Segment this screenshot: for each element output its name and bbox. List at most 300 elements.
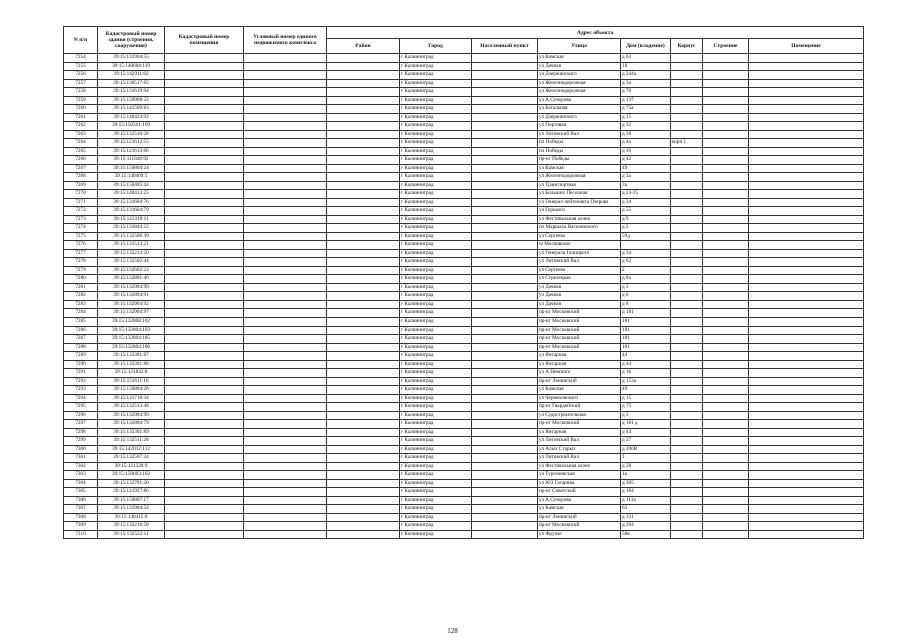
cell-korpus bbox=[671, 471, 703, 480]
cell-korpus bbox=[671, 300, 703, 309]
cell-house: 1 bbox=[621, 454, 671, 463]
cell-street: ул Литовский Вал bbox=[538, 130, 621, 139]
table-row bbox=[64, 207, 864, 216]
cell-num: 7260 bbox=[64, 105, 98, 114]
cell-stroenie bbox=[703, 62, 749, 71]
cell-cond-num bbox=[244, 300, 327, 309]
cell-kad-building: 39:15:132804:106 bbox=[98, 343, 165, 352]
cell-pomeshenie bbox=[749, 139, 864, 148]
cell-locality bbox=[472, 249, 538, 258]
cell-pomeshenie bbox=[749, 164, 864, 173]
cell-stroenie bbox=[703, 105, 749, 114]
cell-pomeshenie bbox=[749, 522, 864, 531]
table-row bbox=[64, 292, 864, 301]
cell-kad-room bbox=[165, 224, 244, 233]
cell-kad-room bbox=[165, 522, 244, 531]
cell-stroenie bbox=[703, 377, 749, 386]
table-row bbox=[64, 326, 864, 335]
cell-house: 1а bbox=[621, 471, 671, 480]
header-district: Район bbox=[327, 39, 400, 54]
cell-stroenie bbox=[703, 147, 749, 156]
cell-kad-room bbox=[165, 300, 244, 309]
cell-street: ул Сергеева bbox=[538, 266, 621, 275]
cell-kad-room bbox=[165, 530, 244, 539]
cell-house: д 181 bbox=[621, 309, 671, 318]
cell-district bbox=[327, 454, 400, 463]
cell-korpus bbox=[671, 403, 703, 412]
table-row bbox=[64, 139, 864, 148]
cell-korpus bbox=[671, 164, 703, 173]
cell-cond-num bbox=[244, 343, 327, 352]
cell-stroenie bbox=[703, 513, 749, 522]
cell-locality bbox=[472, 411, 538, 420]
cell-num: 7262 bbox=[64, 122, 98, 131]
cell-korpus bbox=[671, 54, 703, 63]
cell-pomeshenie bbox=[749, 113, 864, 122]
cell-city: г Калининград bbox=[400, 275, 472, 284]
cell-pomeshenie bbox=[749, 300, 864, 309]
cell-street: ул Янтарная bbox=[538, 360, 621, 369]
cell-district bbox=[327, 403, 400, 412]
cell-locality bbox=[472, 471, 538, 480]
cell-pomeshenie bbox=[749, 343, 864, 352]
cell-cond-num bbox=[244, 113, 327, 122]
cell-locality bbox=[472, 71, 538, 80]
page-number: 128 bbox=[447, 627, 458, 635]
cell-city: г Калининград bbox=[400, 317, 472, 326]
header-num: N п/п bbox=[64, 27, 98, 54]
cell-cond-num bbox=[244, 198, 327, 207]
cell-num: 7271 bbox=[64, 198, 98, 207]
table-row bbox=[64, 283, 864, 292]
cell-stroenie bbox=[703, 139, 749, 148]
cell-kad-building: 39:15:132804:103 bbox=[98, 326, 165, 335]
cell-korpus bbox=[671, 190, 703, 199]
cell-pomeshenie bbox=[749, 258, 864, 267]
cell-kad-building: 39:15:140413:25 bbox=[98, 190, 165, 199]
cell-kad-room bbox=[165, 79, 244, 88]
cell-stroenie bbox=[703, 181, 749, 190]
cell-street: ул Камская bbox=[538, 505, 621, 514]
cell-district bbox=[327, 181, 400, 190]
cell-pomeshenie bbox=[749, 181, 864, 190]
cell-cond-num bbox=[244, 394, 327, 403]
cell-stroenie bbox=[703, 479, 749, 488]
cell-house: д 5 bbox=[621, 283, 671, 292]
cell-house: 63 bbox=[621, 505, 671, 514]
cell-pomeshenie bbox=[749, 283, 864, 292]
cell-kad-room bbox=[165, 190, 244, 199]
table-row bbox=[64, 454, 864, 463]
cell-pomeshenie bbox=[749, 471, 864, 480]
cell-street: ул Литовский Вал bbox=[538, 454, 621, 463]
table-row bbox=[64, 113, 864, 122]
table-row bbox=[64, 224, 864, 233]
cell-street: пр-кт Московский bbox=[538, 420, 621, 429]
cell-korpus bbox=[671, 309, 703, 318]
cell-kad-room bbox=[165, 54, 244, 63]
cell-korpus bbox=[671, 122, 703, 131]
cell-pomeshenie bbox=[749, 445, 864, 454]
cell-locality bbox=[472, 300, 538, 309]
cell-house: д 181 д bbox=[621, 420, 671, 429]
cell-street: ул Батальная bbox=[538, 105, 621, 114]
cell-stroenie bbox=[703, 215, 749, 224]
cell-city: г Калининград bbox=[400, 488, 472, 497]
cell-locality bbox=[472, 156, 538, 165]
cell-street: ул А.Невского bbox=[538, 369, 621, 378]
cell-kad-building: 39:15:132904:97 bbox=[98, 309, 165, 318]
cell-city: г Калининград bbox=[400, 360, 472, 369]
cell-cond-num bbox=[244, 215, 327, 224]
cell-kad-room bbox=[165, 394, 244, 403]
cell-kad-building: 39:15:142012:112 bbox=[98, 445, 165, 454]
cell-num: 7301 bbox=[64, 454, 98, 463]
cell-street: пр-кт Ленинский bbox=[538, 377, 621, 386]
cell-house: д 5 bbox=[621, 411, 671, 420]
cell-kad-building: 39:15:132804:105 bbox=[98, 335, 165, 344]
cell-house: д 184 bbox=[621, 488, 671, 497]
cell-locality bbox=[472, 352, 538, 361]
cell-kad-room bbox=[165, 122, 244, 131]
cell-locality bbox=[472, 79, 538, 88]
cell-house: д 70 bbox=[621, 88, 671, 97]
cell-stroenie bbox=[703, 335, 749, 344]
cell-locality bbox=[472, 386, 538, 395]
cell-stroenie bbox=[703, 317, 749, 326]
cell-locality bbox=[472, 232, 538, 241]
cell-kad-room bbox=[165, 164, 244, 173]
table-row bbox=[64, 420, 864, 429]
cell-korpus bbox=[671, 105, 703, 114]
table-row bbox=[64, 496, 864, 505]
cell-house: д 38 bbox=[621, 130, 671, 139]
cell-city: г Калининград bbox=[400, 198, 472, 207]
cell-korpus bbox=[671, 445, 703, 454]
table-row bbox=[64, 462, 864, 471]
cell-korpus bbox=[671, 437, 703, 446]
cell-street: ул Дзержинского bbox=[538, 71, 621, 80]
cell-house: д 3а bbox=[621, 79, 671, 88]
cell-locality bbox=[472, 530, 538, 539]
cell-stroenie bbox=[703, 496, 749, 505]
cell-cond-num bbox=[244, 266, 327, 275]
cell-district bbox=[327, 139, 400, 148]
cell-stroenie bbox=[703, 300, 749, 309]
cell-district bbox=[327, 309, 400, 318]
cell-street: ул Горького bbox=[538, 207, 621, 216]
cell-pomeshenie bbox=[749, 326, 864, 335]
cell-locality bbox=[472, 258, 538, 267]
cell-korpus bbox=[671, 258, 703, 267]
header-cond-num: Условный номер единого недвижимого комплекса bbox=[244, 27, 327, 54]
cell-street: ул А.Суворова bbox=[538, 96, 621, 105]
cell-district bbox=[327, 292, 400, 301]
cell-kad-building: 39:15:121613:66 bbox=[98, 147, 165, 156]
cell-pomeshenie bbox=[749, 403, 864, 412]
cell-korpus: корп 1 bbox=[671, 139, 703, 148]
cell-korpus bbox=[671, 343, 703, 352]
cell-locality bbox=[472, 369, 538, 378]
table-row bbox=[64, 513, 864, 522]
cell-stroenie bbox=[703, 343, 749, 352]
cell-district bbox=[327, 147, 400, 156]
cell-pomeshenie bbox=[749, 62, 864, 71]
cell-street: ул Больших Песочная bbox=[538, 190, 621, 199]
cell-kad-building: 39:15:132213:50 bbox=[98, 249, 165, 258]
cell-house: д 44 bbox=[621, 428, 671, 437]
cell-stroenie bbox=[703, 309, 749, 318]
cell-pomeshenie bbox=[749, 530, 864, 539]
cell-city: г Калининград bbox=[400, 445, 472, 454]
cell-locality bbox=[472, 147, 538, 156]
cell-district bbox=[327, 377, 400, 386]
cell-kad-building: 39:15:132513:48 bbox=[98, 403, 165, 412]
cell-locality bbox=[472, 283, 538, 292]
cell-cond-num bbox=[244, 249, 327, 258]
cell-locality bbox=[472, 88, 538, 97]
cell-kad-building: 39:15:131844:22 bbox=[98, 224, 165, 233]
cell-stroenie bbox=[703, 207, 749, 216]
cell-street: ул Судостроительная bbox=[538, 411, 621, 420]
cell-kad-room bbox=[165, 139, 244, 148]
cell-street: пр-кт Московский bbox=[538, 309, 621, 318]
cell-num: 7265 bbox=[64, 147, 98, 156]
cell-num: 7272 bbox=[64, 207, 98, 216]
cell-korpus bbox=[671, 479, 703, 488]
cell-num: 7310 bbox=[64, 530, 98, 539]
cell-city: г Калининград bbox=[400, 411, 472, 420]
cell-kad-building: 39:15:132506:39 bbox=[98, 232, 165, 241]
cell-stroenie bbox=[703, 292, 749, 301]
cell-kad-room bbox=[165, 147, 244, 156]
cell-stroenie bbox=[703, 156, 749, 165]
cell-pomeshenie bbox=[749, 369, 864, 378]
cell-kad-building: 39:15:131842:8 bbox=[98, 369, 165, 378]
cell-pomeshenie bbox=[749, 377, 864, 386]
cell-pomeshenie bbox=[749, 241, 864, 250]
cell-korpus bbox=[671, 207, 703, 216]
cell-cond-num bbox=[244, 88, 327, 97]
table-row bbox=[64, 428, 864, 437]
cell-kad-building: 39:15:140424:92 bbox=[98, 113, 165, 122]
cell-house: д 4а bbox=[621, 139, 671, 148]
table-row bbox=[64, 241, 864, 250]
cell-kad-building: 39:15:150908:22 bbox=[98, 96, 165, 105]
cell-street: ул Стрелецкая bbox=[538, 275, 621, 284]
cell-kad-building: 39:15:132801:40 bbox=[98, 275, 165, 284]
cell-house: д 75а bbox=[621, 105, 671, 114]
cell-city: г Калининград bbox=[400, 462, 472, 471]
cell-pomeshenie bbox=[749, 156, 864, 165]
cell-korpus bbox=[671, 377, 703, 386]
table-row bbox=[64, 505, 864, 514]
cell-kad-building: 39:15:121320:9 bbox=[98, 462, 165, 471]
cell-kad-room bbox=[165, 403, 244, 412]
cell-kad-room bbox=[165, 232, 244, 241]
cell-locality bbox=[472, 496, 538, 505]
cell-kad-building: 39:15:121927:86 bbox=[98, 488, 165, 497]
cell-city: г Калининград bbox=[400, 496, 472, 505]
cell-street: пр-кт Московский bbox=[538, 326, 621, 335]
cell-kad-room bbox=[165, 420, 244, 429]
cell-city: г Калининград bbox=[400, 71, 472, 80]
cell-house: д 137 bbox=[621, 96, 671, 105]
cell-house: д 34 bbox=[621, 249, 671, 258]
cell-stroenie bbox=[703, 224, 749, 233]
cell-pomeshenie bbox=[749, 71, 864, 80]
cell-num: 7264 bbox=[64, 139, 98, 148]
table-row bbox=[64, 130, 864, 139]
cell-city: г Калининград bbox=[400, 96, 472, 105]
cell-house: д 44 bbox=[621, 360, 671, 369]
cell-locality bbox=[472, 62, 538, 71]
cell-num: 7305 bbox=[64, 488, 98, 497]
header-address-group: Адрес объекта bbox=[327, 27, 864, 39]
cell-kad-room bbox=[165, 352, 244, 361]
cell-locality bbox=[472, 241, 538, 250]
cell-korpus bbox=[671, 96, 703, 105]
table-row bbox=[64, 258, 864, 267]
cell-house bbox=[621, 241, 671, 250]
cell-kad-room bbox=[165, 130, 244, 139]
cell-cond-num bbox=[244, 122, 327, 131]
cell-house: 18 bbox=[621, 62, 671, 71]
cell-cond-num bbox=[244, 505, 327, 514]
cell-locality bbox=[472, 198, 538, 207]
cell-locality bbox=[472, 122, 538, 131]
cell-house: 3а bbox=[621, 181, 671, 190]
cell-pomeshenie bbox=[749, 360, 864, 369]
cell-locality bbox=[472, 130, 538, 139]
cell-pomeshenie bbox=[749, 79, 864, 88]
table-row bbox=[64, 181, 864, 190]
cell-kad-building: 39:15:131904:54 bbox=[98, 505, 165, 514]
cell-locality bbox=[472, 377, 538, 386]
cell-city: г Калининград bbox=[400, 173, 472, 182]
cell-city: г Калининград bbox=[400, 88, 472, 97]
cell-street: ш Московское bbox=[538, 241, 621, 250]
cell-cond-num bbox=[244, 164, 327, 173]
cell-stroenie bbox=[703, 428, 749, 437]
cell-korpus bbox=[671, 522, 703, 531]
cell-city: г Калининград bbox=[400, 437, 472, 446]
header-korpus: Корпус bbox=[671, 39, 703, 54]
cell-korpus bbox=[671, 386, 703, 395]
cell-locality bbox=[472, 224, 538, 233]
cell-house: д 284 bbox=[621, 522, 671, 531]
cell-kad-room bbox=[165, 71, 244, 80]
table-row bbox=[64, 215, 864, 224]
cell-num: 7269 bbox=[64, 181, 98, 190]
table-row bbox=[64, 275, 864, 284]
cell-district bbox=[327, 394, 400, 403]
cell-num: 7259 bbox=[64, 96, 98, 105]
cell-stroenie bbox=[703, 462, 749, 471]
cell-street: пр-кт Советский bbox=[538, 488, 621, 497]
table-row bbox=[64, 352, 864, 361]
cell-pomeshenie bbox=[749, 462, 864, 471]
cell-street: ул Фрунзе bbox=[538, 530, 621, 539]
cell-cond-num bbox=[244, 360, 327, 369]
cell-street: ул Дачная bbox=[538, 300, 621, 309]
cell-city: г Калининград bbox=[400, 164, 472, 173]
cell-pomeshenie bbox=[749, 105, 864, 114]
cell-city: г Калининград bbox=[400, 113, 472, 122]
cell-street: ул Алых Старых bbox=[538, 445, 621, 454]
cell-num: 7302 bbox=[64, 462, 98, 471]
cell-stroenie bbox=[703, 471, 749, 480]
cell-korpus bbox=[671, 249, 703, 258]
cell-num: 7297 bbox=[64, 420, 98, 429]
cell-street: пр-кт Победы bbox=[538, 156, 621, 165]
cell-kad-building: 39:15:140409:5 bbox=[98, 173, 165, 182]
cell-cond-num bbox=[244, 62, 327, 71]
cell-num: 7254 bbox=[64, 54, 98, 63]
table-row bbox=[64, 232, 864, 241]
cell-district bbox=[327, 326, 400, 335]
table-row bbox=[64, 173, 864, 182]
cell-korpus bbox=[671, 496, 703, 505]
cell-cond-num bbox=[244, 437, 327, 446]
cell-kad-room bbox=[165, 241, 244, 250]
cell-pomeshenie bbox=[749, 224, 864, 233]
register-sheet bbox=[63, 26, 864, 539]
cell-pomeshenie bbox=[749, 215, 864, 224]
cell-kad-building: 39:15:132904:92 bbox=[98, 300, 165, 309]
cell-stroenie bbox=[703, 266, 749, 275]
cell-city: г Калининград bbox=[400, 249, 472, 258]
cell-cond-num bbox=[244, 530, 327, 539]
cell-city: г Калининград bbox=[400, 130, 472, 139]
cell-num: 7284 bbox=[64, 309, 98, 318]
cell-house: 181 bbox=[621, 317, 671, 326]
cell-district bbox=[327, 505, 400, 514]
cell-kad-building: 39:15:140604:119 bbox=[98, 62, 165, 71]
cell-num: 7298 bbox=[64, 428, 98, 437]
cell-num: 7293 bbox=[64, 386, 98, 395]
cell-num: 7274 bbox=[64, 224, 98, 233]
cell-pomeshenie bbox=[749, 335, 864, 344]
cell-stroenie bbox=[703, 122, 749, 131]
cell-house: д 16 bbox=[621, 369, 671, 378]
cell-num: 7289 bbox=[64, 352, 98, 361]
table-row bbox=[64, 377, 864, 386]
cell-kad-room bbox=[165, 275, 244, 284]
cell-house: д 200В bbox=[621, 445, 671, 454]
cell-kad-building: 39:15:150405:42 bbox=[98, 181, 165, 190]
cell-district bbox=[327, 79, 400, 88]
cell-korpus bbox=[671, 147, 703, 156]
cell-cond-num bbox=[244, 147, 327, 156]
cell-house: 59д bbox=[621, 232, 671, 241]
cell-district bbox=[327, 335, 400, 344]
cell-kad-building: 39:15:132808:102 bbox=[98, 317, 165, 326]
cell-kad-room bbox=[165, 105, 244, 114]
header-pomeshenie: Помещение bbox=[749, 39, 864, 54]
cell-cond-num bbox=[244, 428, 327, 437]
cell-num: 7255 bbox=[64, 62, 98, 71]
cell-district bbox=[327, 105, 400, 114]
cell-house: д 2 bbox=[621, 224, 671, 233]
cell-house: д 131 bbox=[621, 513, 671, 522]
cell-district bbox=[327, 62, 400, 71]
cell-stroenie bbox=[703, 88, 749, 97]
cell-cond-num bbox=[244, 403, 327, 412]
cell-korpus bbox=[671, 88, 703, 97]
cell-kad-building: 39:15:150807:17 bbox=[98, 496, 165, 505]
cell-num: 7288 bbox=[64, 343, 98, 352]
